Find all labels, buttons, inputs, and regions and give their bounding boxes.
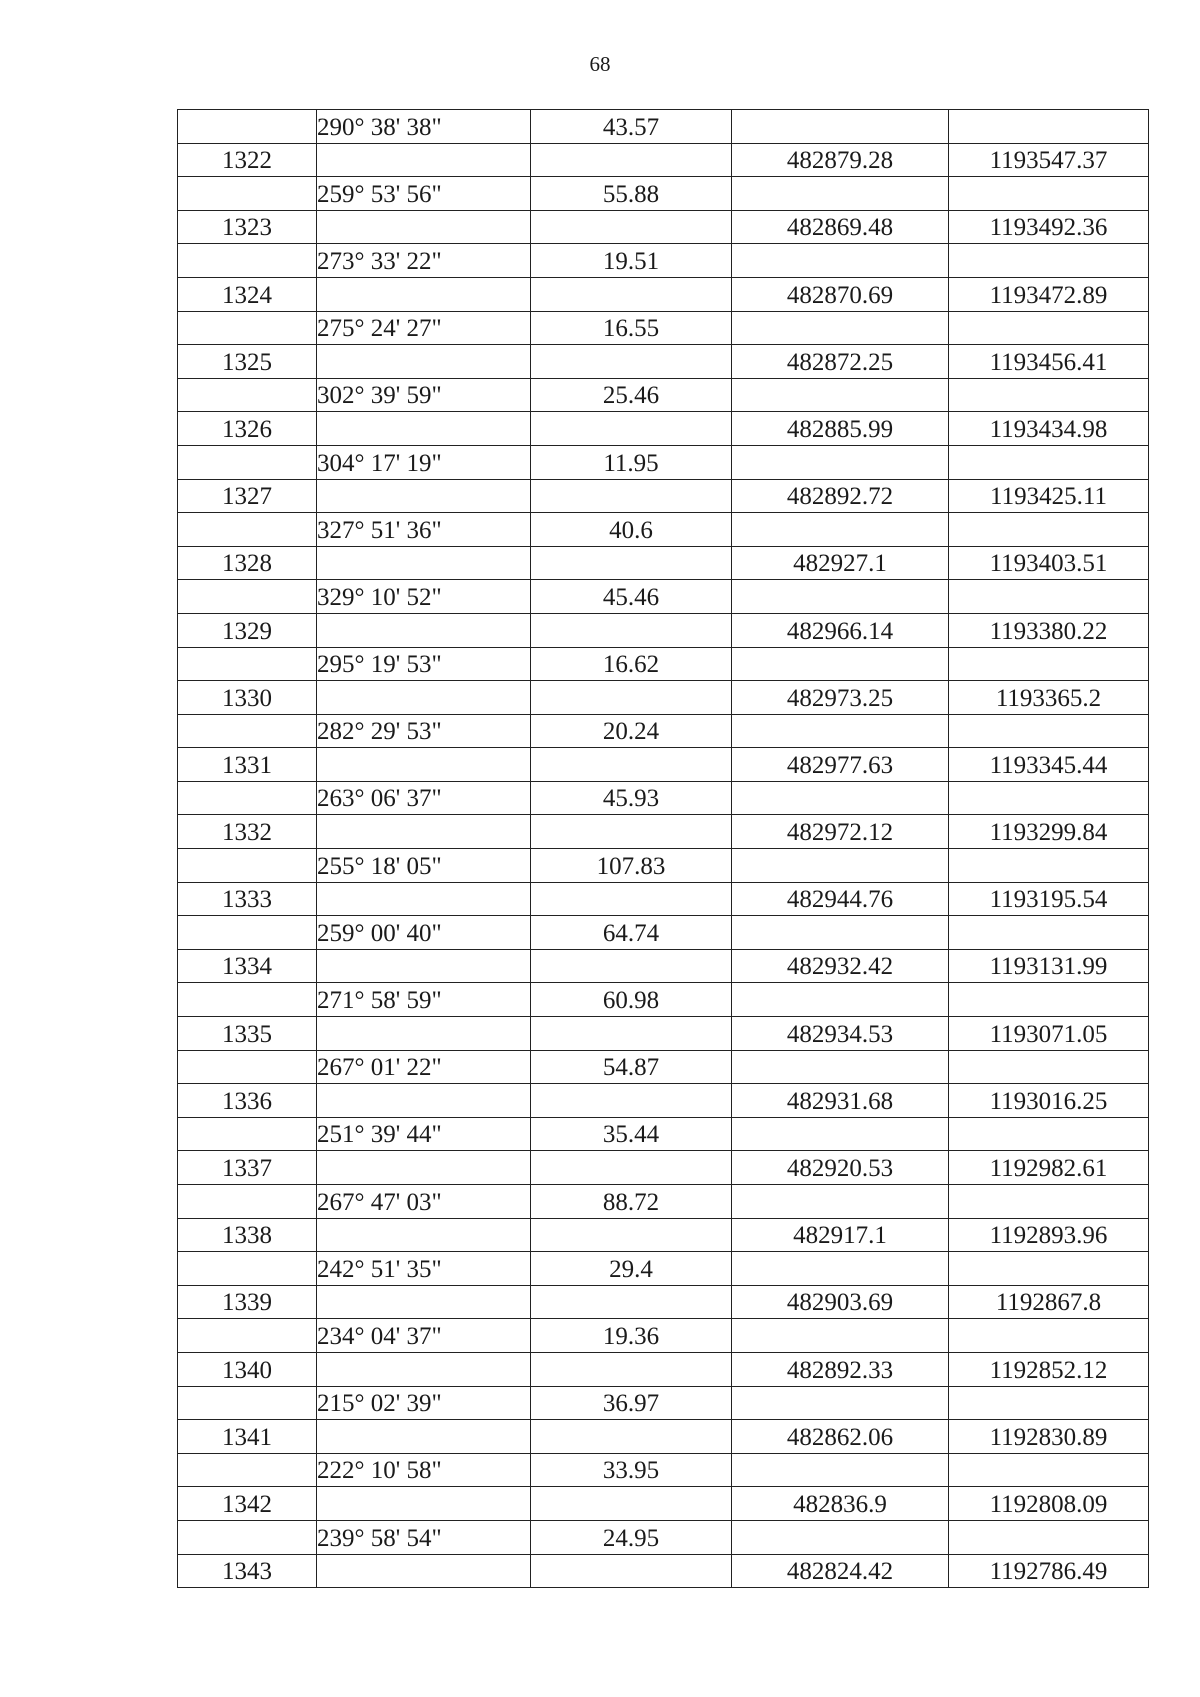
bearing-cell: 329° 10' 52" [317,580,531,614]
point-id-cell [178,177,317,211]
point-id-cell [178,378,317,412]
segment-row [178,1453,1149,1487]
northing-cell: 482872.25 [732,345,949,379]
distance-cell [531,1084,732,1118]
bearing-cell [317,345,531,379]
bearing-cell [317,1151,531,1185]
bearing-cell: 242° 51' 35" [317,1252,531,1286]
point-id-cell: 1329 [178,613,317,647]
point-id-cell [178,1520,317,1554]
point-row [178,1218,1149,1252]
segment-row [178,714,1149,748]
distance-cell: 16.55 [531,311,732,345]
distance-cell [531,949,732,983]
northing-cell [732,110,949,144]
northing-cell: 482927.1 [732,546,949,580]
point-id-cell [178,311,317,345]
segment-row [178,1319,1149,1353]
point-id-cell: 1326 [178,412,317,446]
segment-row [178,1386,1149,1420]
point-row [178,479,1149,513]
point-id-cell: 1330 [178,681,317,715]
bearing-cell: 267° 01' 22" [317,1050,531,1084]
bearing-cell: 222° 10' 58" [317,1453,531,1487]
segment-row [178,1117,1149,1151]
bearing-cell [317,1285,531,1319]
point-row [178,681,1149,715]
northing-cell: 482931.68 [732,1084,949,1118]
distance-cell [531,1554,732,1588]
distance-cell [531,1487,732,1521]
point-id-cell: 1341 [178,1420,317,1454]
point-id-cell [178,244,317,278]
northing-cell: 482973.25 [732,681,949,715]
bearing-cell: 275° 24' 27" [317,311,531,345]
distance-cell [531,882,732,916]
easting-cell [949,177,1149,211]
easting-cell: 1192893.96 [949,1218,1149,1252]
easting-cell [949,1453,1149,1487]
distance-cell: 55.88 [531,177,732,211]
point-id-cell: 1328 [178,546,317,580]
distance-cell: 35.44 [531,1117,732,1151]
point-id-cell: 1340 [178,1352,317,1386]
segment-row [178,781,1149,815]
distance-cell: 24.95 [531,1520,732,1554]
northing-cell: 482944.76 [732,882,949,916]
bearing-cell [317,1554,531,1588]
bearing-cell [317,1420,531,1454]
northing-cell: 482903.69 [732,1285,949,1319]
bearing-cell: 273° 33' 22" [317,244,531,278]
easting-cell: 1193425.11 [949,479,1149,513]
distance-cell [531,1352,732,1386]
distance-cell [531,1420,732,1454]
point-id-cell [178,983,317,1017]
easting-cell: 1193131.99 [949,949,1149,983]
distance-cell: 16.62 [531,647,732,681]
bearing-cell: 259° 00' 40" [317,916,531,950]
easting-cell: 1193365.2 [949,681,1149,715]
distance-cell: 64.74 [531,916,732,950]
easting-cell [949,647,1149,681]
northing-cell [732,244,949,278]
point-id-cell [178,1319,317,1353]
point-row [178,1017,1149,1051]
distance-cell: 43.57 [531,110,732,144]
distance-cell: 54.87 [531,1050,732,1084]
distance-cell [531,1285,732,1319]
point-id-cell: 1342 [178,1487,317,1521]
northing-cell [732,378,949,412]
easting-cell [949,916,1149,950]
distance-cell: 19.51 [531,244,732,278]
point-row [178,882,1149,916]
distance-cell [531,681,732,715]
distance-cell: 45.93 [531,781,732,815]
easting-cell [949,110,1149,144]
segment-row [178,244,1149,278]
distance-cell [531,412,732,446]
distance-cell: 45.46 [531,580,732,614]
easting-cell [949,849,1149,883]
distance-cell [531,613,732,647]
northing-cell [732,714,949,748]
distance-cell [531,210,732,244]
distance-cell: 19.36 [531,1319,732,1353]
bearing-cell: 327° 51' 36" [317,513,531,547]
northing-cell [732,1520,949,1554]
point-id-cell [178,1453,317,1487]
point-id-cell [178,916,317,950]
bearing-cell [317,1084,531,1118]
distance-cell [531,546,732,580]
northing-cell: 482966.14 [732,613,949,647]
distance-cell: 25.46 [531,378,732,412]
easting-cell: 1193456.41 [949,345,1149,379]
easting-cell: 1193403.51 [949,546,1149,580]
easting-cell: 1192808.09 [949,1487,1149,1521]
bearing-cell: 267° 47' 03" [317,1185,531,1219]
easting-cell: 1193434.98 [949,412,1149,446]
bearing-cell: 304° 17' 19" [317,445,531,479]
point-id-cell: 1339 [178,1285,317,1319]
northing-cell [732,177,949,211]
easting-cell: 1193492.36 [949,210,1149,244]
easting-cell [949,714,1149,748]
point-id-cell [178,1386,317,1420]
northing-cell [732,1319,949,1353]
easting-cell [949,1386,1149,1420]
easting-cell: 1193195.54 [949,882,1149,916]
northing-cell [732,445,949,479]
northing-cell: 482932.42 [732,949,949,983]
point-row [178,1352,1149,1386]
northing-cell: 482917.1 [732,1218,949,1252]
northing-cell [732,647,949,681]
point-row [178,546,1149,580]
northing-cell [732,1386,949,1420]
point-id-cell [178,1117,317,1151]
distance-cell: 33.95 [531,1453,732,1487]
distance-cell: 60.98 [531,983,732,1017]
distance-cell [531,1218,732,1252]
point-id-cell: 1336 [178,1084,317,1118]
easting-cell: 1192867.8 [949,1285,1149,1319]
coordinate-table [177,109,1149,1588]
segment-row [178,1050,1149,1084]
point-id-cell [178,849,317,883]
point-id-cell: 1343 [178,1554,317,1588]
bearing-cell [317,815,531,849]
northing-cell: 482977.63 [732,748,949,782]
northing-cell: 482892.33 [732,1352,949,1386]
point-row [178,1285,1149,1319]
northing-cell [732,781,949,815]
northing-cell: 482920.53 [732,1151,949,1185]
easting-cell [949,311,1149,345]
distance-cell: 11.95 [531,445,732,479]
point-row [178,277,1149,311]
bearing-cell [317,681,531,715]
bearing-cell: 302° 39' 59" [317,378,531,412]
point-id-cell: 1334 [178,949,317,983]
bearing-cell [317,882,531,916]
point-id-cell: 1322 [178,143,317,177]
distance-cell [531,1151,732,1185]
northing-cell [732,311,949,345]
distance-cell [531,277,732,311]
bearing-cell [317,1017,531,1051]
bearing-cell: 263° 06' 37" [317,781,531,815]
distance-cell: 88.72 [531,1185,732,1219]
distance-cell: 36.97 [531,1386,732,1420]
point-row [178,1084,1149,1118]
bearing-cell [317,1352,531,1386]
segment-row [178,1185,1149,1219]
point-id-cell [178,513,317,547]
point-row [178,1420,1149,1454]
easting-cell [949,1252,1149,1286]
segment-row [178,1252,1149,1286]
easting-cell [949,1185,1149,1219]
point-row [178,1151,1149,1185]
point-row [178,748,1149,782]
easting-cell: 1192982.61 [949,1151,1149,1185]
point-id-cell [178,647,317,681]
point-row [178,210,1149,244]
segment-row [178,110,1149,144]
distance-cell: 29.4 [531,1252,732,1286]
bearing-cell [317,210,531,244]
bearing-cell: 282° 29' 53" [317,714,531,748]
point-id-cell: 1327 [178,479,317,513]
point-row [178,143,1149,177]
point-id-cell: 1335 [178,1017,317,1051]
easting-cell [949,983,1149,1017]
bearing-cell [317,412,531,446]
point-id-cell: 1323 [178,210,317,244]
easting-cell [949,781,1149,815]
bearing-cell [317,949,531,983]
easting-cell: 1192852.12 [949,1352,1149,1386]
northing-cell [732,849,949,883]
easting-cell: 1193380.22 [949,613,1149,647]
bearing-cell [317,613,531,647]
northing-cell: 482869.48 [732,210,949,244]
easting-cell [949,445,1149,479]
distance-cell [531,815,732,849]
northing-cell: 482824.42 [732,1554,949,1588]
northing-cell: 482972.12 [732,815,949,849]
easting-cell [949,1319,1149,1353]
distance-cell [531,748,732,782]
easting-cell [949,1117,1149,1151]
easting-cell [949,378,1149,412]
point-row [178,613,1149,647]
northing-cell: 482862.06 [732,1420,949,1454]
segment-row [178,1520,1149,1554]
point-id-cell [178,714,317,748]
bearing-cell: 239° 58' 54" [317,1520,531,1554]
point-id-cell: 1337 [178,1151,317,1185]
point-id-cell: 1332 [178,815,317,849]
easting-cell: 1193299.84 [949,815,1149,849]
bearing-cell: 255° 18' 05" [317,849,531,883]
easting-cell: 1193071.05 [949,1017,1149,1051]
bearing-cell: 215° 02' 39" [317,1386,531,1420]
easting-cell [949,1050,1149,1084]
easting-cell: 1193472.89 [949,277,1149,311]
northing-cell [732,1117,949,1151]
bearing-cell: 295° 19' 53" [317,647,531,681]
point-id-cell [178,1050,317,1084]
easting-cell [949,580,1149,614]
northing-cell [732,983,949,1017]
point-id-cell [178,1185,317,1219]
point-row [178,1487,1149,1521]
northing-cell: 482934.53 [732,1017,949,1051]
northing-cell: 482892.72 [732,479,949,513]
easting-cell [949,513,1149,547]
easting-cell: 1192830.89 [949,1420,1149,1454]
bearing-cell: 259° 53' 56" [317,177,531,211]
distance-cell: 40.6 [531,513,732,547]
segment-row [178,849,1149,883]
page-number: 68 [589,52,611,76]
northing-cell [732,1252,949,1286]
northing-cell: 482885.99 [732,412,949,446]
northing-cell [732,1185,949,1219]
segment-row [178,983,1149,1017]
easting-cell [949,1520,1149,1554]
bearing-cell [317,546,531,580]
point-id-cell [178,580,317,614]
bearing-cell: 251° 39' 44" [317,1117,531,1151]
bearing-cell [317,479,531,513]
point-row [178,1554,1149,1588]
point-row [178,949,1149,983]
easting-cell: 1193016.25 [949,1084,1149,1118]
easting-cell: 1193345.44 [949,748,1149,782]
segment-row [178,177,1149,211]
northing-cell [732,580,949,614]
distance-cell [531,1017,732,1051]
coordinate-table-body [178,110,1149,1588]
northing-cell [732,916,949,950]
bearing-cell [317,1487,531,1521]
easting-cell: 1193547.37 [949,143,1149,177]
bearing-cell: 290° 38' 38" [317,110,531,144]
bearing-cell [317,1218,531,1252]
point-id-cell [178,781,317,815]
point-id-cell: 1333 [178,882,317,916]
bearing-cell [317,748,531,782]
distance-cell [531,479,732,513]
point-row [178,412,1149,446]
point-row [178,345,1149,379]
distance-cell [531,143,732,177]
point-id-cell: 1325 [178,345,317,379]
northing-cell [732,513,949,547]
northing-cell [732,1453,949,1487]
northing-cell: 482836.9 [732,1487,949,1521]
northing-cell [732,1050,949,1084]
point-id-cell: 1324 [178,277,317,311]
bearing-cell [317,277,531,311]
segment-row [178,378,1149,412]
bearing-cell [317,143,531,177]
point-id-cell: 1331 [178,748,317,782]
northing-cell: 482879.28 [732,143,949,177]
segment-row [178,580,1149,614]
segment-row [178,513,1149,547]
easting-cell: 1192786.49 [949,1554,1149,1588]
distance-cell [531,345,732,379]
easting-cell [949,244,1149,278]
point-id-cell [178,1252,317,1286]
segment-row [178,311,1149,345]
segment-row [178,445,1149,479]
point-id-cell [178,445,317,479]
point-id-cell [178,110,317,144]
bearing-cell: 271° 58' 59" [317,983,531,1017]
distance-cell: 20.24 [531,714,732,748]
point-row [178,815,1149,849]
point-id-cell: 1338 [178,1218,317,1252]
segment-row [178,916,1149,950]
segment-row [178,647,1149,681]
bearing-cell: 234° 04' 37" [317,1319,531,1353]
distance-cell: 107.83 [531,849,732,883]
northing-cell: 482870.69 [732,277,949,311]
